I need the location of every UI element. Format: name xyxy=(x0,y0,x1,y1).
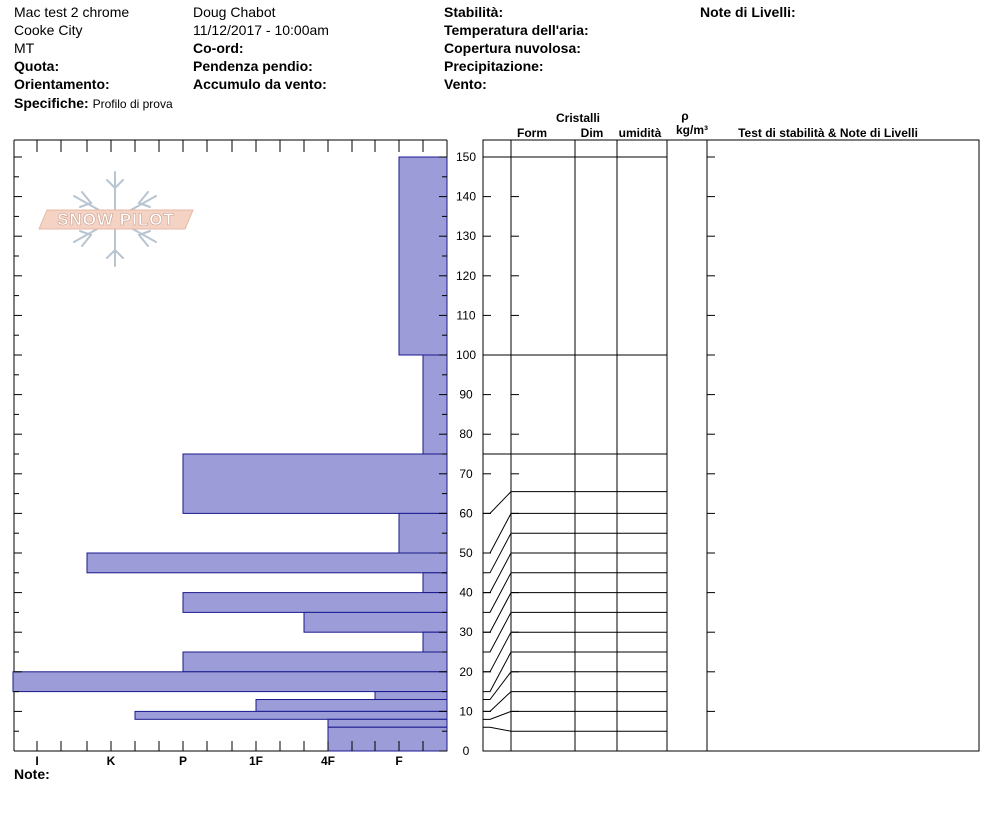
rho-header: ρ xyxy=(681,109,689,123)
density-unit-header: kg/m³ xyxy=(675,123,709,137)
layer-connector xyxy=(483,692,511,712)
note-label: Note: xyxy=(14,766,50,782)
layer-bar xyxy=(328,719,447,727)
specifiche-value: Profilo di prova xyxy=(92,97,173,111)
hardness-tick-label: P xyxy=(178,754,188,768)
location-name: Cooke City xyxy=(14,22,83,38)
stabilita-label: Stabilità: xyxy=(444,4,504,20)
hardness-tick-label: 1F xyxy=(248,754,264,768)
hardness-tick-label: I xyxy=(35,754,39,768)
layer-bar xyxy=(423,632,447,652)
y-tick-label: 30 xyxy=(459,625,473,640)
layer-bar xyxy=(183,454,447,513)
snowpilot-logo xyxy=(39,210,193,229)
layer-bar xyxy=(399,157,447,355)
y-tick-label: 140 xyxy=(455,189,477,204)
region-name: MT xyxy=(14,40,35,56)
test-header: Test di stabilità & Note di Livelli xyxy=(738,126,918,140)
layer-bar xyxy=(183,593,447,613)
layer-bar xyxy=(304,612,447,632)
layer-bar xyxy=(375,692,447,700)
hardness-tick-label: K xyxy=(106,754,116,768)
cristalli-header: Cristalli xyxy=(555,111,601,125)
note-livelli-label: Note di Livelli: xyxy=(700,4,796,20)
profile-name: Mac test 2 chrome xyxy=(14,4,130,20)
y-tick-label: 120 xyxy=(455,268,477,283)
y-tick-label: 40 xyxy=(459,585,473,600)
precipitazione-label: Precipitazione: xyxy=(444,58,544,74)
observer-name: Doug Chabot xyxy=(193,4,276,20)
layer-bar xyxy=(13,672,447,692)
y-tick-label: 60 xyxy=(459,506,473,521)
layer-connector xyxy=(483,492,511,514)
y-tick-label: 0 xyxy=(462,744,470,758)
layer-bar xyxy=(423,355,447,454)
copertura-label: Copertura nuvolosa: xyxy=(444,40,581,56)
quota-label: Quota: xyxy=(14,58,60,74)
pendenza-label: Pendenza pendio: xyxy=(193,58,313,74)
hardness-tick-label: 4F xyxy=(320,754,336,768)
layer-bar xyxy=(399,513,447,553)
layer-connector xyxy=(483,711,511,719)
observation-datetime: 11/12/2017 - 10:00am xyxy=(193,22,329,38)
hardness-tick-label: F xyxy=(395,754,403,768)
layer-bar xyxy=(183,652,447,672)
logo-text: SNOW PILOT xyxy=(57,210,175,229)
y-tick-label: 10 xyxy=(459,704,473,719)
layer-bar xyxy=(135,711,447,719)
umidita-header: umidità xyxy=(618,126,662,140)
y-tick-label: 110 xyxy=(456,308,476,323)
layer-bar xyxy=(328,727,447,751)
accumulo-label: Accumulo da vento: xyxy=(193,76,327,92)
y-tick-label: 150 xyxy=(455,150,477,164)
layer-connector xyxy=(483,513,511,553)
y-tick-label: 80 xyxy=(459,427,473,442)
layer-bar xyxy=(256,700,447,712)
temperatura-label: Temperatura dell'aria: xyxy=(444,22,589,38)
coord-label: Co-ord: xyxy=(193,40,244,56)
layer-connector xyxy=(483,727,511,731)
vento-label: Vento: xyxy=(444,76,487,92)
y-tick-label: 20 xyxy=(459,664,473,679)
y-tick-label: 90 xyxy=(459,387,473,402)
specifiche-label: Specifiche: xyxy=(14,95,89,111)
y-tick-label: 130 xyxy=(455,229,477,244)
y-tick-label: 50 xyxy=(459,546,473,560)
orientamento-label: Orientamento: xyxy=(14,76,110,92)
dim-header: Dim xyxy=(580,126,604,140)
layer-bar xyxy=(87,553,447,573)
y-tick-label: 100 xyxy=(455,348,477,362)
form-header: Form xyxy=(517,126,547,140)
y-tick-label: 70 xyxy=(459,466,473,481)
layer-bar xyxy=(423,573,447,593)
layers-table-frame xyxy=(483,140,979,751)
